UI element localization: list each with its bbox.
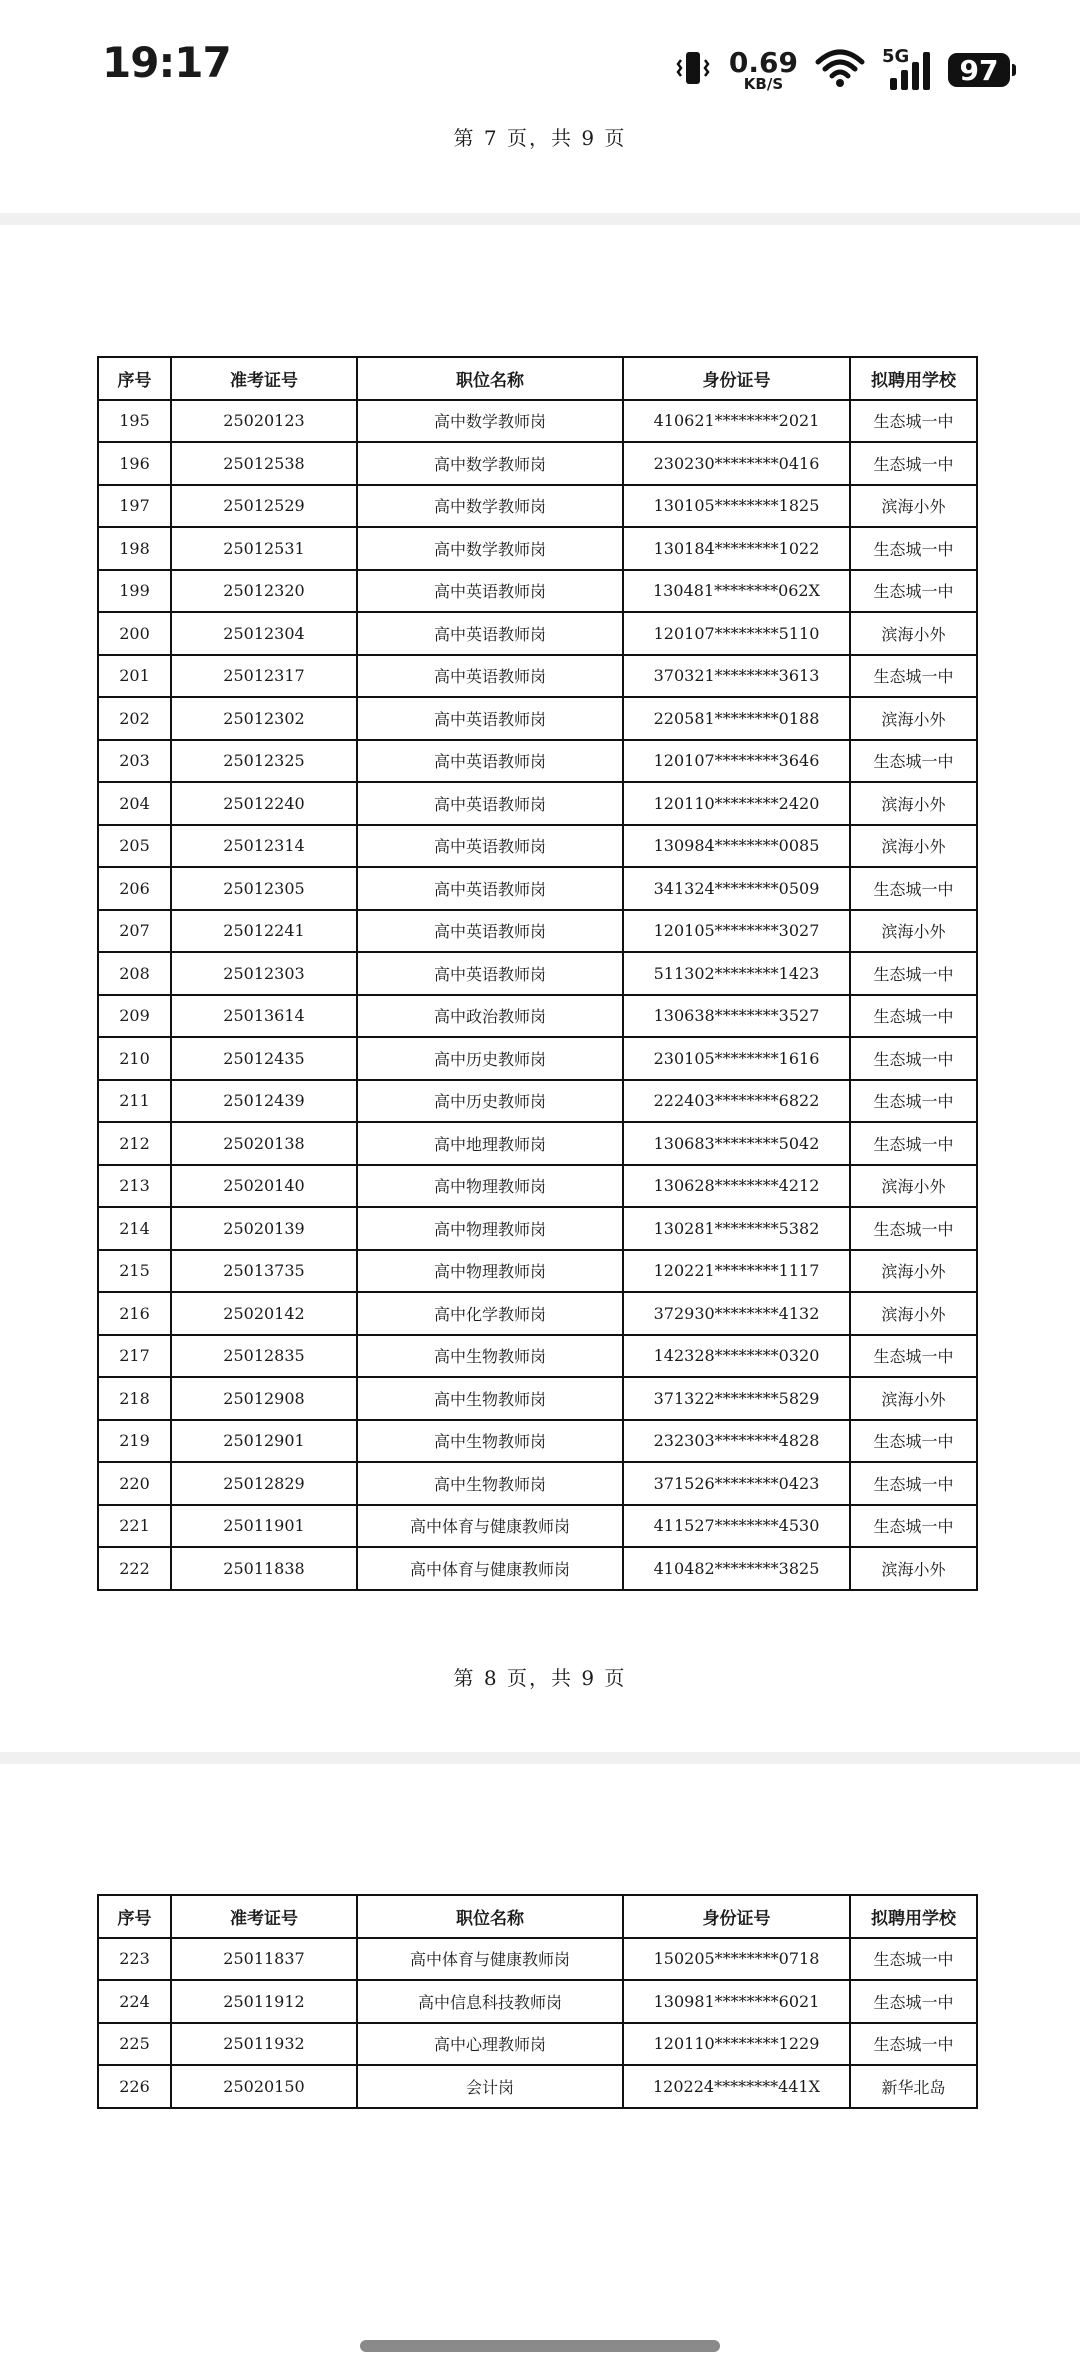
table-cell: 高中英语教师岗 (357, 612, 623, 655)
column-header: 职位名称 (357, 357, 623, 400)
table-cell: 高中数学教师岗 (357, 442, 623, 485)
table-cell: 滨海小外 (850, 1165, 977, 1208)
table-row (98, 2065, 977, 2108)
table-cell: 滨海小外 (850, 1292, 977, 1335)
home-indicator[interactable] (360, 2340, 720, 2352)
table-cell: 25020142 (171, 1292, 357, 1335)
table-cell: 高中政治教师岗 (357, 995, 623, 1038)
vibrate-icon (673, 48, 713, 92)
table-row (98, 995, 977, 1038)
table-cell: 203 (98, 740, 171, 783)
table-cell: 25012439 (171, 1080, 357, 1123)
page-footer-8: 第 8 页，共 9 页 (453, 1666, 627, 1690)
table-row (98, 782, 977, 825)
table-cell: 生态城一中 (850, 1505, 977, 1548)
table-cell: 120107********5110 (623, 612, 850, 655)
table-cell: 滨海小外 (850, 1547, 977, 1590)
column-header: 身份证号 (623, 357, 850, 400)
table-cell: 209 (98, 995, 171, 1038)
table-cell: 25012529 (171, 485, 357, 528)
table-cell: 高中地理教师岗 (357, 1122, 623, 1165)
net-speed (728, 45, 798, 93)
table-cell: 生态城一中 (850, 1462, 977, 1505)
table-cell: 221 (98, 1505, 171, 1548)
table-row (98, 400, 977, 443)
column-header: 拟聘用学校 (850, 357, 977, 400)
table-cell: 高中英语教师岗 (357, 740, 623, 783)
table-cell: 高中生物教师岗 (357, 1420, 623, 1463)
table-cell: 滨海小外 (850, 1377, 977, 1420)
column-header: 拟聘用学校 (850, 1895, 977, 1938)
table-cell: 198 (98, 527, 171, 570)
table-cell: 222 (98, 1547, 171, 1590)
table-cell: 生态城一中 (850, 1335, 977, 1378)
table-cell: 高中英语教师岗 (357, 782, 623, 825)
table-cell: 生态城一中 (850, 1938, 977, 1981)
table-cell: 216 (98, 1292, 171, 1335)
table-cell: 生态城一中 (850, 1420, 977, 1463)
table-cell: 130281********5382 (623, 1207, 850, 1250)
table-row (98, 740, 977, 783)
table-row (98, 910, 977, 953)
table-cell: 生态城一中 (850, 400, 977, 443)
column-header: 准考证号 (171, 1895, 357, 1938)
table-cell: 25012302 (171, 697, 357, 740)
table-row (98, 570, 977, 613)
table-cell: 高中数学教师岗 (357, 400, 623, 443)
table-cell: 411527********4530 (623, 1505, 850, 1548)
table-cell: 25012317 (171, 655, 357, 698)
table-cell: 25011912 (171, 1980, 357, 2023)
table-row (98, 825, 977, 868)
table-row (98, 1462, 977, 1505)
network-type: 5G (882, 46, 910, 67)
table-cell: 高中生物教师岗 (357, 1335, 623, 1378)
status-time: 19:17 (102, 38, 231, 87)
table-cell: 410621********2021 (623, 400, 850, 443)
table-cell: 25012538 (171, 442, 357, 485)
table-cell: 223 (98, 1938, 171, 1981)
table-cell: 370321********3613 (623, 655, 850, 698)
table-cell: 生态城一中 (850, 867, 977, 910)
table-cell: 25020139 (171, 1207, 357, 1250)
table-cell: 高中历史教师岗 (357, 1080, 623, 1123)
table-cell: 高中数学教师岗 (357, 527, 623, 570)
table-cell: 25012241 (171, 910, 357, 953)
table-cell: 生态城一中 (850, 442, 977, 485)
table-cell: 25020150 (171, 2065, 357, 2108)
table-row (98, 1335, 977, 1378)
table-cell: 130683********5042 (623, 1122, 850, 1165)
table-row (98, 1938, 977, 1981)
table-cell: 120105********3027 (623, 910, 850, 953)
table-cell: 高中体育与健康教师岗 (357, 1547, 623, 1590)
table-row (98, 1420, 977, 1463)
wifi-icon (814, 48, 866, 92)
table-cell: 滨海小外 (850, 825, 977, 868)
table-cell: 371526********0423 (623, 1462, 850, 1505)
table-cell: 195 (98, 400, 171, 443)
column-header: 序号 (98, 1895, 171, 1938)
table-row (98, 442, 977, 485)
table-cell: 25012435 (171, 1037, 357, 1080)
table-cell: 225 (98, 2023, 171, 2066)
table-cell: 高中英语教师岗 (357, 697, 623, 740)
table-cell: 滨海小外 (850, 782, 977, 825)
table-cell: 130184********1022 (623, 527, 850, 570)
table-cell: 120224********441X (623, 2065, 850, 2108)
table-cell: 25012304 (171, 612, 357, 655)
table-cell: 230230********0416 (623, 442, 850, 485)
battery-level: 97 (959, 53, 999, 87)
table-row (98, 485, 977, 528)
table-row (98, 2023, 977, 2066)
table-cell: 高中体育与健康教师岗 (357, 1938, 623, 1981)
table-cell: 生态城一中 (850, 2023, 977, 2066)
table-cell: 210 (98, 1037, 171, 1080)
table-cell: 滨海小外 (850, 485, 977, 528)
table-row (98, 1165, 977, 1208)
table-cell: 204 (98, 782, 171, 825)
table-cell: 341324********0509 (623, 867, 850, 910)
table-cell: 25012829 (171, 1462, 357, 1505)
table-cell: 高中英语教师岗 (357, 655, 623, 698)
table-cell: 215 (98, 1250, 171, 1293)
table-cell: 371322********5829 (623, 1377, 850, 1420)
page-separator (0, 1752, 1080, 1764)
table-cell: 生态城一中 (850, 527, 977, 570)
table-row (98, 867, 977, 910)
table-cell: 高中数学教师岗 (357, 485, 623, 528)
table-cell: 207 (98, 910, 171, 953)
column-header: 职位名称 (357, 1895, 623, 1938)
table-cell: 120107********3646 (623, 740, 850, 783)
table-row (98, 1292, 977, 1335)
table-cell: 206 (98, 867, 171, 910)
table-cell: 高中生物教师岗 (357, 1377, 623, 1420)
table-cell: 高中物理教师岗 (357, 1165, 623, 1208)
table-row (98, 697, 977, 740)
table-cell: 217 (98, 1335, 171, 1378)
table-cell: 生态城一中 (850, 1980, 977, 2023)
table-cell: 211 (98, 1080, 171, 1123)
table-cell: 25011932 (171, 2023, 357, 2066)
table-cell: 滨海小外 (850, 697, 977, 740)
table-cell: 372930********4132 (623, 1292, 850, 1335)
table-row (98, 1250, 977, 1293)
table-cell: 410482********3825 (623, 1547, 850, 1590)
table-cell: 202 (98, 697, 171, 740)
page-separator (0, 213, 1080, 225)
results-table-page-9 (97, 1894, 978, 2109)
table-cell: 生态城一中 (850, 995, 977, 1038)
table-cell: 生态城一中 (850, 1080, 977, 1123)
table-header-row (98, 357, 977, 400)
table-cell: 200 (98, 612, 171, 655)
status-bar (0, 0, 1080, 130)
table-cell: 230105********1616 (623, 1037, 850, 1080)
table-cell: 会计岗 (357, 2065, 623, 2108)
table-cell: 120221********1117 (623, 1250, 850, 1293)
table-cell: 25020123 (171, 400, 357, 443)
table-cell: 25011837 (171, 1938, 357, 1981)
table-header-row (98, 1895, 977, 1938)
table-cell: 25012325 (171, 740, 357, 783)
table-cell: 222403********6822 (623, 1080, 850, 1123)
table-cell: 高中化学教师岗 (357, 1292, 623, 1335)
table-cell: 生态城一中 (850, 1207, 977, 1250)
table-cell: 25012901 (171, 1420, 357, 1463)
table-row (98, 952, 977, 995)
table-cell: 25012531 (171, 527, 357, 570)
table-cell: 高中英语教师岗 (357, 570, 623, 613)
table-cell: 高中物理教师岗 (357, 1250, 623, 1293)
table-cell: 201 (98, 655, 171, 698)
table-cell: 205 (98, 825, 171, 868)
table-cell: 232303********4828 (623, 1420, 850, 1463)
table-row (98, 1980, 977, 2023)
table-row (98, 1080, 977, 1123)
table-cell: 120110********2420 (623, 782, 850, 825)
table-cell: 511302********1423 (623, 952, 850, 995)
table-cell: 213 (98, 1165, 171, 1208)
table-cell: 高中生物教师岗 (357, 1462, 623, 1505)
table-cell: 25013614 (171, 995, 357, 1038)
table-cell: 25012240 (171, 782, 357, 825)
table-row (98, 1122, 977, 1165)
table-cell: 224 (98, 1980, 171, 2023)
table-cell: 150205********0718 (623, 1938, 850, 1981)
table-cell: 滨海小外 (850, 1250, 977, 1293)
table-row (98, 1377, 977, 1420)
net-speed-value: 0.69 (728, 45, 798, 79)
table-cell: 130628********4212 (623, 1165, 850, 1208)
table-cell: 生态城一中 (850, 655, 977, 698)
column-header: 准考证号 (171, 357, 357, 400)
table-cell: 220 (98, 1462, 171, 1505)
table-cell: 130105********1825 (623, 485, 850, 528)
column-header: 序号 (98, 357, 171, 400)
table-cell: 25013735 (171, 1250, 357, 1293)
table-cell: 226 (98, 2065, 171, 2108)
table-cell: 新华北岛 (850, 2065, 977, 2108)
net-speed-unit: KB/S (743, 74, 784, 93)
table-cell: 25012835 (171, 1335, 357, 1378)
table-cell: 生态城一中 (850, 1122, 977, 1165)
table-cell: 生态城一中 (850, 1037, 977, 1080)
table-cell: 142328********0320 (623, 1335, 850, 1378)
table-cell: 214 (98, 1207, 171, 1250)
table-cell: 高中英语教师岗 (357, 910, 623, 953)
table-row (98, 527, 977, 570)
table-cell: 208 (98, 952, 171, 995)
table-cell: 生态城一中 (850, 952, 977, 995)
table-row (98, 655, 977, 698)
table-cell: 高中信息科技教师岗 (357, 1980, 623, 2023)
table-cell: 滨海小外 (850, 910, 977, 953)
table-cell: 25020140 (171, 1165, 357, 1208)
table-cell: 220581********0188 (623, 697, 850, 740)
table-cell: 25012314 (171, 825, 357, 868)
table-cell: 218 (98, 1377, 171, 1420)
page-footer-7: 第 7 页，共 9 页 (453, 126, 627, 150)
table-cell: 199 (98, 570, 171, 613)
table-cell: 130984********0085 (623, 825, 850, 868)
table-cell: 高中英语教师岗 (357, 952, 623, 995)
table-row (98, 1505, 977, 1548)
table-cell: 高中英语教师岗 (357, 825, 623, 868)
table-row (98, 1207, 977, 1250)
cellular-signal-icon (882, 48, 932, 92)
table-row (98, 1037, 977, 1080)
results-table-page-8 (97, 356, 978, 1591)
table-cell: 高中英语教师岗 (357, 867, 623, 910)
table-row (98, 1547, 977, 1590)
table-cell: 120110********1229 (623, 2023, 850, 2066)
table-cell: 25020138 (171, 1122, 357, 1165)
table-cell: 25012305 (171, 867, 357, 910)
table-cell: 196 (98, 442, 171, 485)
table-cell: 130481********062X (623, 570, 850, 613)
table-cell: 滨海小外 (850, 612, 977, 655)
table-cell: 生态城一中 (850, 740, 977, 783)
table-row (98, 612, 977, 655)
table-cell: 25012908 (171, 1377, 357, 1420)
table-cell: 130981********6021 (623, 1980, 850, 2023)
table-cell: 197 (98, 485, 171, 528)
table-cell: 高中体育与健康教师岗 (357, 1505, 623, 1548)
status-icons (673, 45, 1010, 93)
table-cell: 219 (98, 1420, 171, 1463)
table-cell: 生态城一中 (850, 570, 977, 613)
table-cell: 高中心理教师岗 (357, 2023, 623, 2066)
table-cell: 212 (98, 1122, 171, 1165)
column-header: 身份证号 (623, 1895, 850, 1938)
table-cell: 130638********3527 (623, 995, 850, 1038)
table-cell: 高中物理教师岗 (357, 1207, 623, 1250)
table-cell: 25012303 (171, 952, 357, 995)
table-cell: 25011901 (171, 1505, 357, 1548)
table-cell: 25012320 (171, 570, 357, 613)
table-cell: 高中历史教师岗 (357, 1037, 623, 1080)
table-cell: 25011838 (171, 1547, 357, 1590)
battery-icon (948, 53, 1010, 87)
